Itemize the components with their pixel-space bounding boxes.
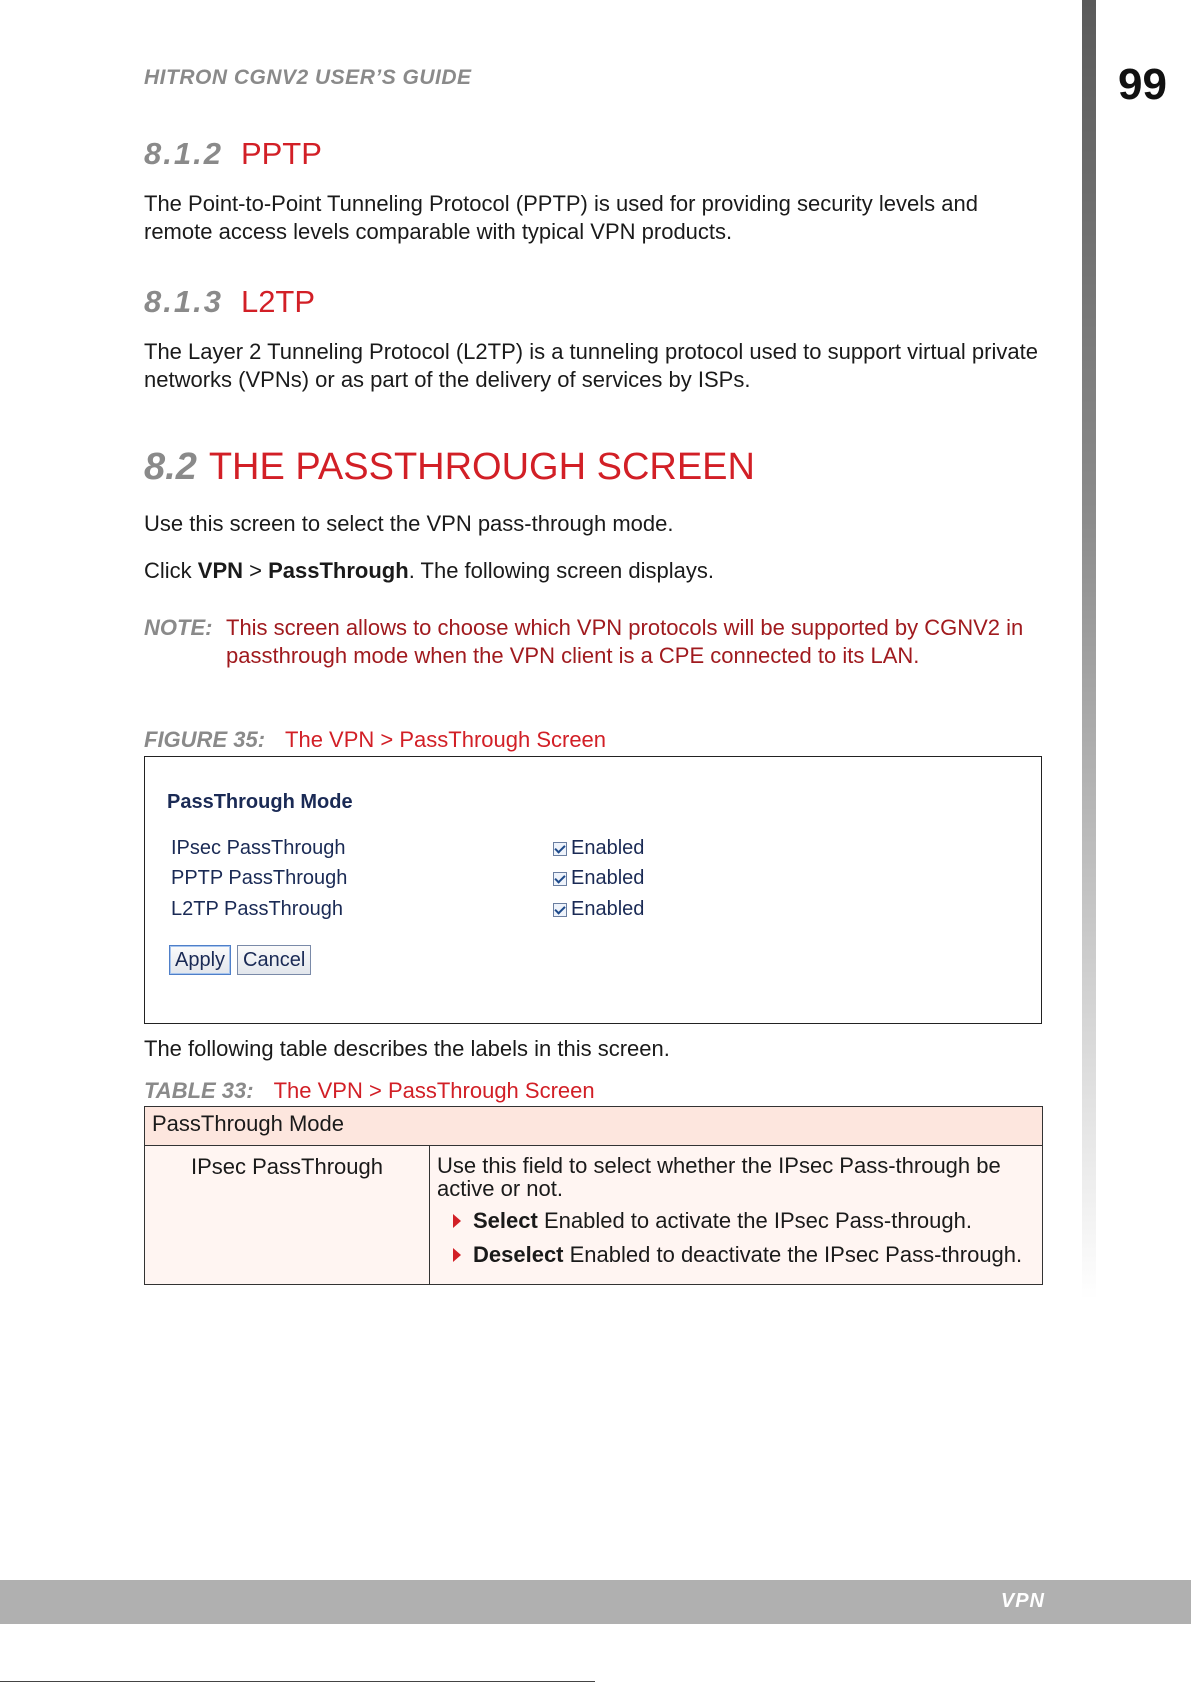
description-table bbox=[144, 1106, 1043, 1285]
menu-passthrough: PassThrough bbox=[268, 558, 409, 583]
page-number: 99 bbox=[1118, 60, 1167, 109]
ipsec-passthrough-label: IPsec PassThrough bbox=[171, 837, 346, 859]
checkbox-checked-icon[interactable] bbox=[553, 903, 567, 917]
pptp-passthrough-checkbox[interactable] bbox=[553, 867, 644, 890]
click-separator: > bbox=[243, 558, 269, 583]
click-prefix: Click bbox=[144, 558, 198, 583]
checkbox-checked-icon[interactable] bbox=[553, 842, 567, 856]
bullet-text: Enabled to activate the IPsec Pass-through. bbox=[537, 1208, 972, 1233]
bullet-bold: Deselect bbox=[473, 1242, 564, 1267]
table-header-cell: PassThrough Mode bbox=[145, 1107, 1043, 1146]
bullet-select bbox=[437, 1208, 1035, 1234]
l2tp-paragraph: The Layer 2 Tunneling Protocol (L2TP) is a tunneling protocol used to support virtual private networks (VPNs) or as part of the delivery of services by ISPs. bbox=[144, 339, 1038, 392]
section-title: PPTP bbox=[240, 136, 322, 171]
passthrough-screen-figure bbox=[144, 756, 1042, 1024]
menu-vpn: VPN bbox=[197, 558, 244, 583]
bottom-rule bbox=[0, 1681, 595, 1682]
apply-button[interactable]: Apply bbox=[169, 945, 231, 975]
figure-label: FIGURE 35: bbox=[144, 727, 266, 752]
enabled-label: Enabled bbox=[571, 837, 645, 859]
section-title: THE PASSTHROUGH SCREEN bbox=[208, 446, 755, 488]
ipsec-passthrough-checkbox[interactable] bbox=[553, 837, 644, 860]
bullet-arrow-icon bbox=[453, 1248, 461, 1262]
figure-caption-text: The VPN > PassThrough Screen bbox=[285, 727, 607, 752]
section-heading-pptp bbox=[144, 136, 322, 172]
click-instruction bbox=[144, 557, 1044, 585]
table-intro: The following table describes the labels in this screen. bbox=[144, 1036, 670, 1061]
bullet-bold: Select bbox=[473, 1208, 538, 1233]
table-caption bbox=[144, 1078, 595, 1104]
section-heading-l2tp bbox=[144, 284, 315, 320]
footer-section-name: VPN bbox=[1000, 1590, 1045, 1612]
bullet-deselect bbox=[437, 1242, 1035, 1268]
enabled-label: Enabled bbox=[571, 867, 645, 889]
enabled-label: Enabled bbox=[571, 898, 645, 920]
l2tp-passthrough-checkbox[interactable] bbox=[553, 898, 644, 921]
cancel-button[interactable]: Cancel bbox=[237, 945, 311, 975]
main-section-heading bbox=[144, 446, 755, 489]
note-text: This screen allows to choose which VPN protocols will be supported by CGNV2 in passthrough mode when the VPN client is a CPE connected to its LAN. bbox=[226, 615, 1024, 668]
pptp-paragraph: The Point-to-Point Tunneling Protocol (PPTP) is used for providing security levels and remote access levels comparable with typical VPN products. bbox=[144, 191, 978, 244]
l2tp-passthrough-label: L2TP PassThrough bbox=[171, 898, 343, 920]
table-header-row bbox=[145, 1107, 1043, 1146]
note-label: NOTE: bbox=[144, 615, 213, 640]
page-edge-bar bbox=[1082, 0, 1096, 1300]
row-description: Use this field to select whether the IPsec Pass-through be active or not. bbox=[437, 1153, 1001, 1201]
intro-paragraph: Use this screen to select the VPN pass-through mode. bbox=[144, 511, 674, 536]
section-number: 8.2 bbox=[144, 446, 197, 488]
table-caption-text: The VPN > PassThrough Screen bbox=[273, 1078, 595, 1103]
bullet-arrow-icon bbox=[453, 1214, 461, 1228]
table-label: TABLE 33: bbox=[144, 1078, 254, 1103]
footer-bar bbox=[0, 1580, 1191, 1624]
row-label-cell: IPsec PassThrough bbox=[145, 1146, 430, 1285]
row-description-cell bbox=[430, 1146, 1043, 1285]
table-row bbox=[145, 1146, 1043, 1285]
passthrough-mode-title: PassThrough Mode bbox=[167, 791, 353, 813]
section-number: 8.1.2 bbox=[144, 136, 223, 171]
section-number: 8.1.3 bbox=[144, 284, 223, 319]
running-head: HITRON CGNV2 USER’S GUIDE bbox=[144, 66, 472, 89]
section-title: L2TP bbox=[240, 284, 316, 319]
bullet-text: Enabled to deactivate the IPsec Pass-through. bbox=[563, 1242, 1023, 1267]
checkbox-checked-icon[interactable] bbox=[553, 872, 567, 886]
pptp-passthrough-label: PPTP PassThrough bbox=[171, 867, 348, 889]
figure-caption bbox=[144, 727, 606, 753]
click-suffix: . The following screen displays. bbox=[408, 558, 714, 583]
